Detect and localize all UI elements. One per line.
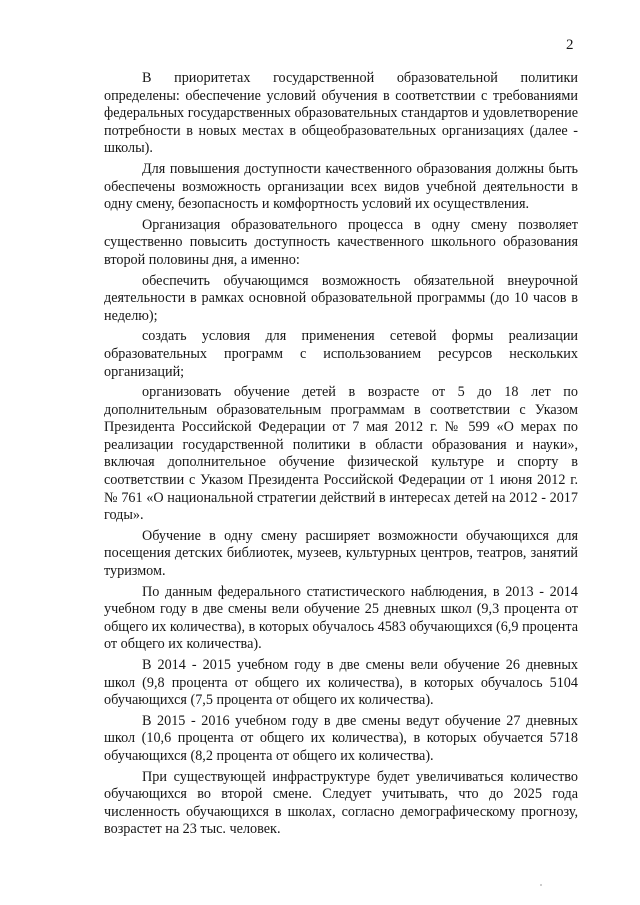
paragraph-one-shift-organization: Организация образовательного процесса в одну смену позволяет существенно повысить доступность качественного школьного образования второй половины дня, а именно:: [104, 216, 578, 268]
paragraph-stats-2014-2015: В 2014 - 2015 учебном году в две смены вели обучение 26 дневных школ (9,8 процента от общего их количества), в которых обучалось 5104 обучающихся (7,5 процента от общего их количества).: [104, 657, 578, 709]
paragraph-extracurricular: обеспечить обучающимся возможность обязательной внеурочной деятельности в рамках основной образовательной программы (до 10 часов в неделю);: [104, 272, 578, 324]
paragraph-network-form: создать условия для применения сетевой формы реализации образовательных программ с использованием ресурсов нескольких организаций;: [104, 328, 578, 380]
paragraph-one-shift-benefits: Обучение в одну смену расширяет возможности обучающихся для посещения детских библиотек, музеев, культурных центров, театров, занятий туризмом.: [104, 527, 578, 580]
scan-speck: [540, 884, 542, 886]
paragraph-accessibility: Для повышения доступности качественного образования должны быть обеспечены возможность организации всех видов учебной деятельности в одну смену, безопасность и комфортность условий их осуществления.: [104, 160, 578, 213]
document-body: [104, 70, 578, 842]
paragraph-stats-2013-2014: По данным федерального статистического наблюдения, в 2013 - 2014 учебном году в две смены вели обучение 25 дневных школ (9,3 процента от общего их количества), в которых обучалось 4583 обучающихся (6,9 процента от общего их количества).: [104, 583, 578, 653]
page-number: 2: [566, 37, 574, 53]
paragraph-additional-education: организовать обучение детей в возрасте от 5 до 18 лет по дополнительным образовательным программам в соответствии с Указом Президента Российской Федерации от 7 мая 2012 г. № 599 «О мерах по реализации государственной политики в области образования и науки», включая дополнительное обучение физической культуре и спорту в соответствии с Указом Президента Российской Федерации от 1 июня 2012 г. № 761 «О национальной стратегии действий в интересах детей на 2012 - 2017 годы».: [104, 384, 578, 524]
paragraph-forecast: При существующей инфраструктуре будет увеличиваться количество обучающихся во второй смене. Следует учитывать, что до 2025 года численность обучающихся в школах, согласно демографическому прогнозу, возрастет на 23 тыс. человек.: [104, 768, 578, 838]
paragraph-priorities: В приоритетах государственной образовательной политики определены: обеспечение условий обучения в соответствии с требованиями федеральных государственных образовательных стандартов и удовлетворение потребности в новых местах в общеобразовательных организациях (далее - школы).: [104, 70, 578, 157]
paragraph-stats-2015-2016: В 2015 - 2016 учебном году в две смены ведут обучение 27 дневных школ (10,6 процента от общего их количества), в которых обучается 5718 обучающихся (8,2 процента от общего их количества).: [104, 712, 578, 764]
